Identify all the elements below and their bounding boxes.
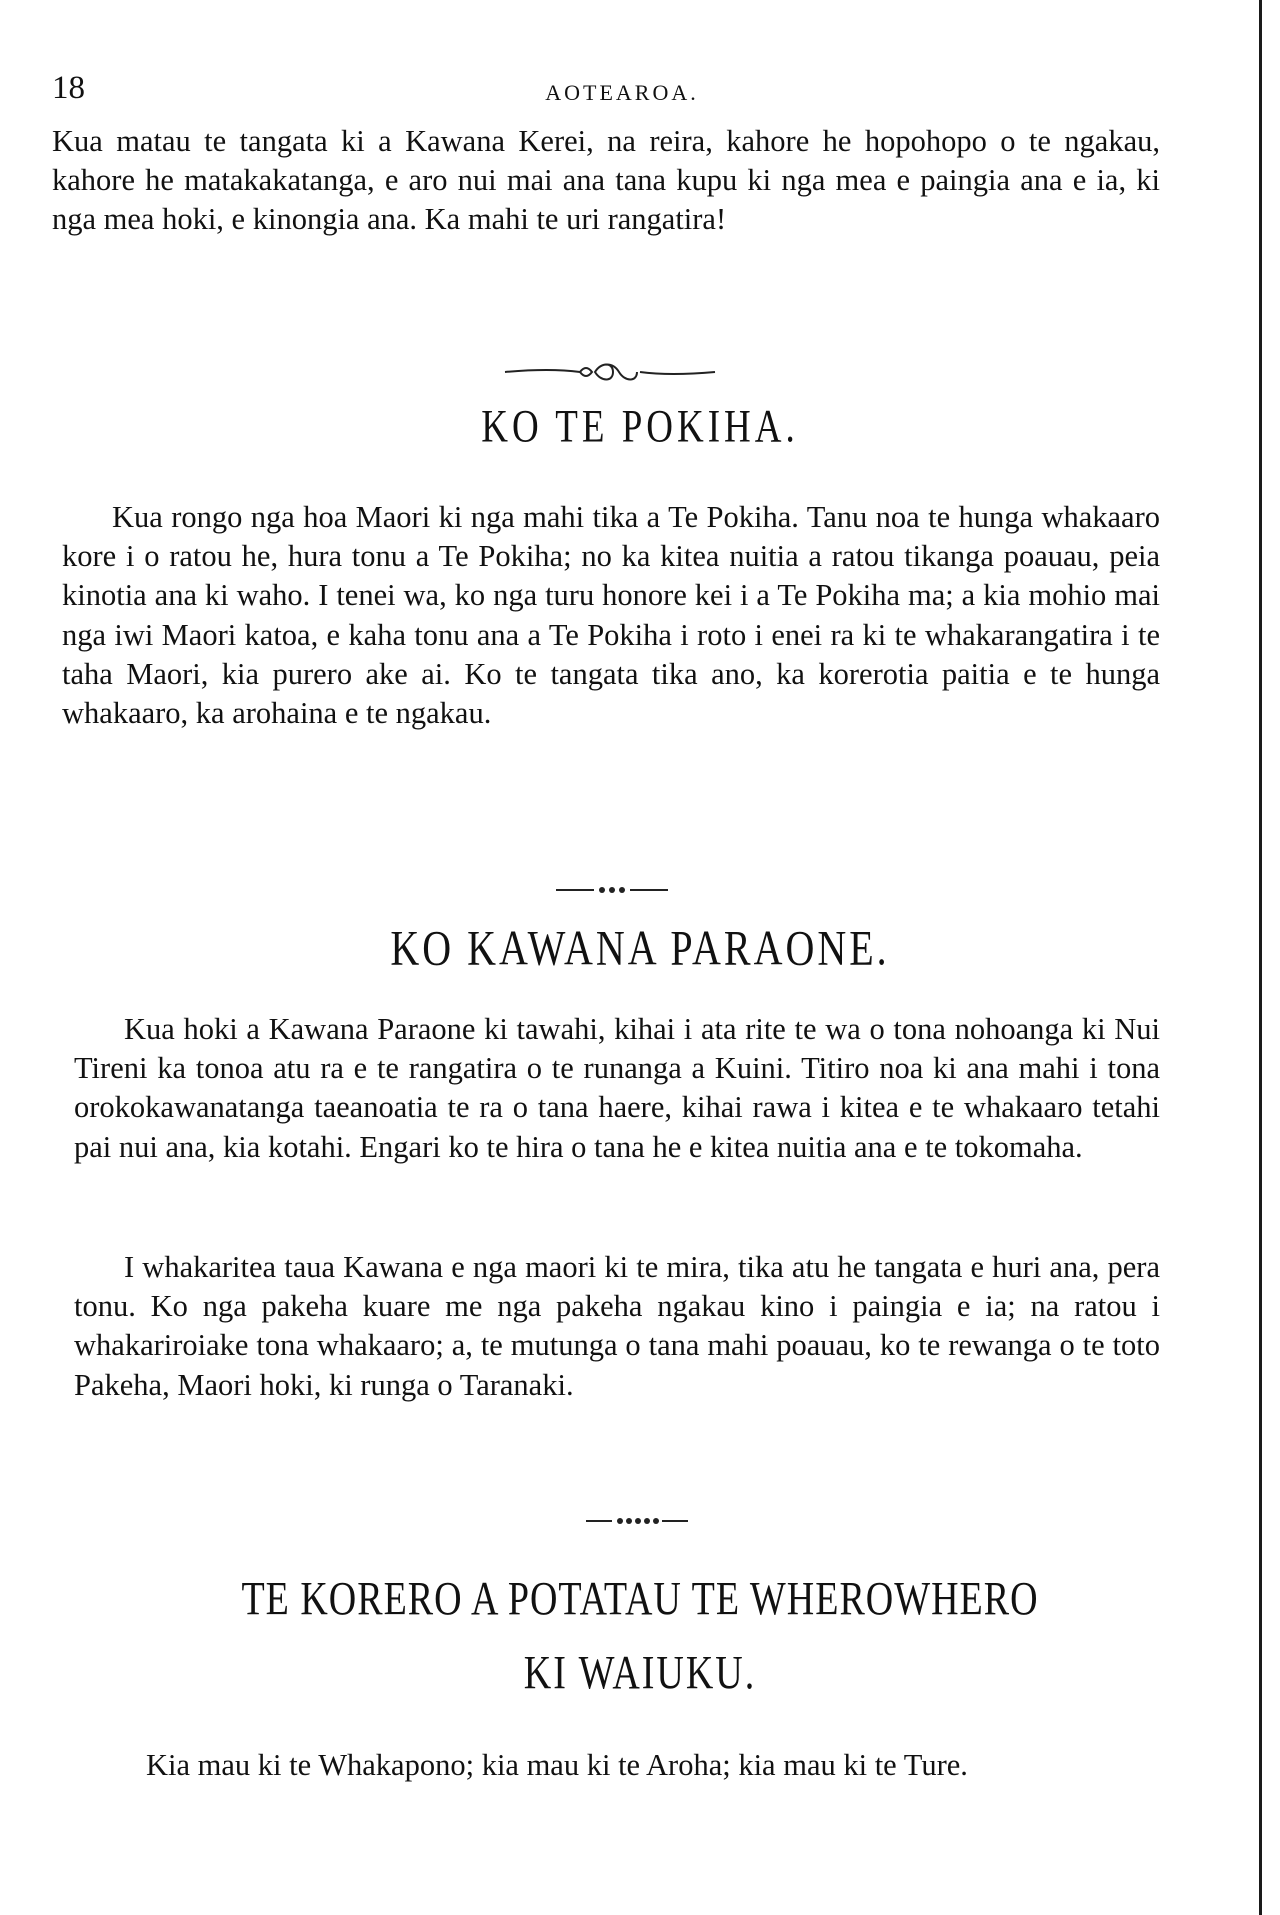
paragraph-potatau: Kia mau ki te Whakapono; kia mau ki te Aroha; kia mau ki te Ture. bbox=[146, 1748, 968, 1782]
heading-ko-te-pokiha: KO TE POKIHA. bbox=[481, 401, 799, 453]
paragraph-te-pokiha: Kua rongo nga hoa Maori ki nga mahi tika a Te Pokiha. Tanu noa te hunga whakaaro kore i o ratou he, hura tonu a Te Pokiha; no ka kitea nuitia a ratou tikanga poauau, peia kinotia ana ki waho. I tenei wa, ko nga turu honore kei i a Te Pokiha ma; a kia mohio mai nga iwi Maori katoa, e kaha tonu ana a Te Pokiha i roto i enei ra ki te whakarangatira i te taha Maori, kia purero ake ai. Ko te tangata tika ano, ka korerotia paitia e te hunga whakaaro, ka arohaina e te ngakau. bbox=[62, 500, 1160, 731]
heading-te-korero-a-potatau: TE KORERO A POTATAU TE WHEROWHERO bbox=[241, 1573, 1039, 1626]
running-head bbox=[52, 70, 1192, 110]
dot-rule-ornament-icon bbox=[552, 882, 672, 898]
scroll-ornament-icon bbox=[500, 360, 720, 384]
heading-ko-kawana-paraone: KO KAWANA PARAONE. bbox=[390, 919, 890, 976]
paragraph-kawana-paraone-1: Kua hoki a Kawana Paraone ki tawahi, kihai i ata rite te wa o tona nohoanga ki Nui Tireni ka tonoa atu ra e te rangatira o te runanga a Kuini. Titiro noa ki ana mahi i tona orokokawanatanga taeanoatia te ra o tana haere, kihai rawa i kitea e te whakaaro tetahi pai nui ana, kia kotahi. Engari ko te hira o tana he e kitea nuitia ana e te tokomaha. bbox=[74, 1012, 1160, 1164]
paragraph-kawana-kerei: Kua matau te tangata ki a Kawana Kerei, na reira, kahore he hopohopo o te ngakau, kahore he matakakatanga, e aro nui mai ana tana kupu ki nga mea e paingia ana e ia, ki nga mea hoki, e kinongia ana. Ka mahi te uri rangatira! bbox=[52, 124, 1160, 237]
heading-ki-waiuku: KI WAIUKU. bbox=[523, 1647, 757, 1700]
running-title: AOTEAROA. bbox=[545, 80, 699, 105]
dot-rule-ornament-icon bbox=[582, 1514, 692, 1528]
page-number: 18 bbox=[52, 70, 85, 106]
paragraph-kawana-paraone-2: I whakaritea taua Kawana e nga maori ki te mira, tika atu he tangata e huri ana, pera tonu. Ko nga pakeha kuare me nga pakeha ngakau kino i paingia e ia; na ratou i whakariroiake tona whakaaro; a, te mutunga o tana mahi poauau, ko te rewanga o te toto Pakeha, Maori hoki, ki runga o Taranaki. bbox=[74, 1250, 1160, 1402]
